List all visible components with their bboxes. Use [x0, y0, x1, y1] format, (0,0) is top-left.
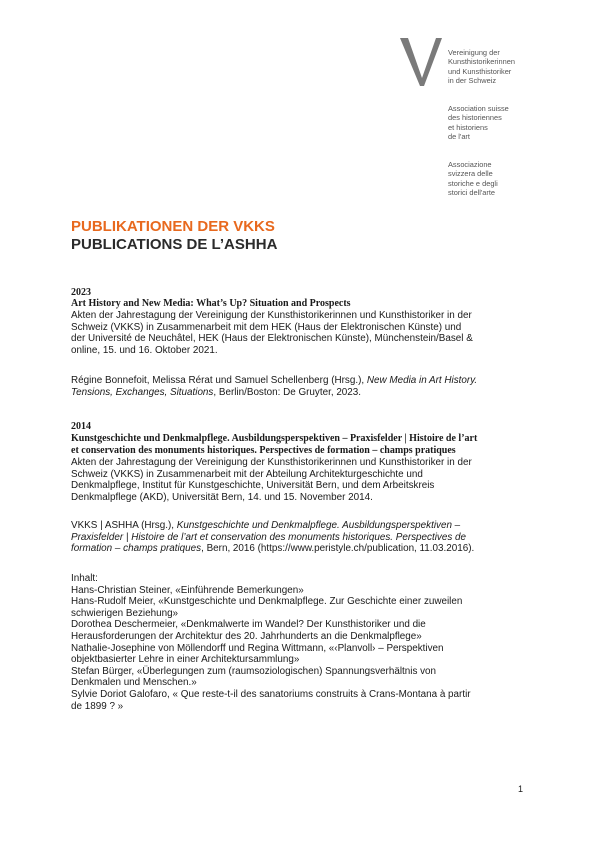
entry-citation [71, 375, 531, 398]
page-title-fr: PUBLICATIONS DE L’ASHHA [71, 236, 278, 253]
logo-line: Association suisse [448, 104, 509, 113]
description-line: Akten der Jahrestagung der Vereinigung der Kunsthistorikerinnen und Kunsthistoriker in der [71, 457, 472, 468]
contents-item: de 1899 ? » [71, 700, 124, 712]
logo-line: svizzera delle [448, 169, 493, 179]
contents-item: objektbasierter Lehre in einer Architektursammlung» [71, 654, 300, 666]
logo-line: Vereinigung der [448, 48, 500, 57]
vkks-logo-v-icon [400, 38, 444, 86]
page-title-de: PUBLIKATIONEN DER VKKS [71, 218, 275, 235]
description-line: Denkmalpflege, Institut für Kunstgeschichte, Universität Bern, und dem Arbeitskreis [71, 480, 435, 492]
citation-text: , Bern, 2016 (https://www.peristyle.ch/publication, 11.03.2016). [201, 543, 475, 555]
citation-text: VKKS | ASHHA (Hrsg.), [71, 520, 177, 531]
contents-item: Dorothea Deschermeier, «Denkmalwerte im Wandel? Der Kunsthistoriker und die [71, 619, 426, 631]
logo-line: storiche e degli [448, 178, 498, 188]
logo-line: Kunsthistorikerinnen [448, 57, 515, 67]
citation-book-title: Kunstgeschichte und Denkmalpflege. Ausbildungsperspektiven – [176, 520, 461, 531]
logo-line: et historiens [448, 122, 488, 132]
citation-book-title: formation – champs pratiques [71, 543, 202, 555]
description-line: der Université de Neuchâtel, HEK (Haus der Elektronischen Künste), Münchenstein/Basel & [71, 333, 473, 345]
contents-item: Nathalie-Josephine von Möllendorff und Regina Wittmann, «‹Planvoll› – Perspektiven [71, 642, 444, 654]
contents-item: Hans-Christian Steiner, «Einführende Bemerkungen» [71, 584, 304, 596]
citation-text: , Berlin/Boston: De Gruyter, 2023. [213, 386, 362, 398]
contents-item: schwierigen Beziehung» [71, 607, 179, 619]
title-line: Kunstgeschichte und Denkmalpflege. Ausbildungsperspektiven – Praxisfelder | Histoire de l’art [71, 433, 478, 444]
logo-line: und Kunsthistoriker [448, 66, 512, 76]
contents-item: Stefan Bürger, «Überlegungen zum (raumsoziologischen) Spannungsverhältnis von [71, 665, 437, 677]
description-line: Denkmalpflege (AKD), Universität Bern, 14. und 15. November 2014. [71, 491, 373, 503]
citation-text: Régine Bonnefoit, Melissa Rérat und Samuel Schellenberg (Hrsg.), [71, 375, 367, 386]
contents-label: Inhalt: [71, 573, 98, 584]
description-line: online, 15. und 16. Oktober 2021. [71, 344, 218, 356]
logo-line: in der Schweiz [448, 75, 497, 85]
entry-title: Art History and New Media: What’s Up? Situation and Prospects [71, 298, 351, 309]
description-line: Akten der Jahrestagung der Vereinigung der Kunsthistorikerinnen und Kunsthistoriker in der [71, 310, 472, 321]
contents-item: Herausforderungen der Architektur des 20. Jahrhunderts an die Denkmalpflege» [71, 630, 422, 642]
logo-text-de [448, 48, 515, 85]
entry-description [71, 310, 531, 356]
entry-year: 2014 [71, 421, 91, 432]
entry-description [71, 457, 531, 503]
entry-title [71, 433, 531, 456]
logo-line: des historiennes [448, 113, 502, 123]
citation-book-title: New Media in Art History. [366, 375, 478, 386]
description-line: Schweiz (VKKS) in Zusammenarbeit mit der Abteilung Architekturgeschichte und [71, 468, 423, 480]
contents-list [71, 573, 531, 712]
logo-line: de l'art [448, 131, 470, 141]
description-line: Schweiz (VKKS) in Zusammenarbeit mit dem HEK (Haus der Elektronischen Künste) und [71, 321, 462, 333]
title-line: et conservation des monuments historiques. Perspectives de formation – champs pratiques [71, 444, 456, 456]
entry-year: 2023 [71, 287, 91, 298]
logo-line: Associazione [448, 160, 492, 169]
logo-text-it [448, 160, 498, 197]
citation-book-title: Praxisfelder | Histoire de l’art et conservation des monuments historiques. Perspectives de [71, 531, 467, 543]
logo-line: storici dell'arte [448, 187, 496, 197]
citation-book-title: Tensions, Exchanges, Situations [71, 386, 214, 398]
contents-item: Denkmalen und Menschen.» [71, 677, 197, 689]
entry-citation [71, 520, 531, 555]
page-number: 1 [518, 784, 524, 794]
contents-item: Sylvie Doriot Galofaro, « Que reste-t-il des sanatoriums construits à Crans-Montana à partir [71, 688, 471, 700]
contents-item: Hans-Rudolf Meier, «Kunstgeschichte und Denkmalpflege. Zur Geschichte einer zuweilen [71, 596, 463, 608]
logo-text-fr [448, 104, 509, 141]
